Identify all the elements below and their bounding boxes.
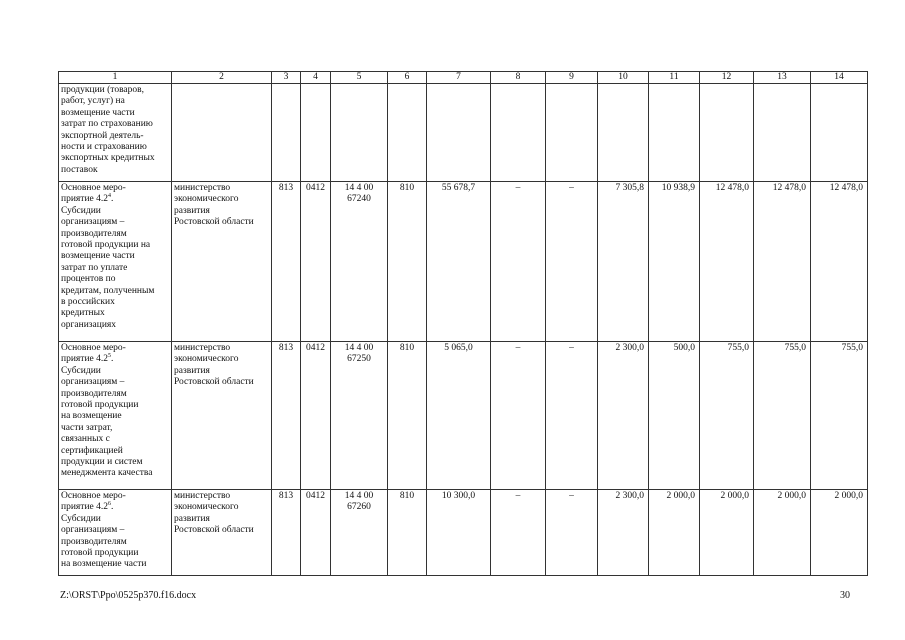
column-header: 7 <box>427 72 491 84</box>
cell: 2 000,0 <box>811 490 868 576</box>
cell: 10 938,9 <box>649 182 700 342</box>
footnote-mark: 6 <box>108 501 111 508</box>
cell: 755,0 <box>811 342 868 490</box>
activity-name: Основное меро- приятие $4.2^5$. Субсидии организациям – производителям готовой продукции на возмещение части затрат, связанных с сертификацией продукции и систем менеджмента качества <box>59 342 172 490</box>
cell: 14 4 00 67240 <box>331 182 388 342</box>
executor: министерство экономического развития Ростовской области <box>172 490 272 576</box>
cell: 2 300,0 <box>598 490 649 576</box>
cell: – <box>546 490 598 576</box>
cell: 810 <box>388 490 427 576</box>
cell: 2 300,0 <box>598 342 649 490</box>
column-header: 1 <box>59 72 172 84</box>
cell: 755,0 <box>700 342 754 490</box>
cell: 755,0 <box>754 342 811 490</box>
column-header: 10 <box>598 72 649 84</box>
cell: 813 <box>272 342 301 490</box>
cell: 12 478,0 <box>811 182 868 342</box>
cell: 500,0 <box>649 342 700 490</box>
column-header: 4 <box>301 72 331 84</box>
cell: 0412 <box>301 342 331 490</box>
column-header: 13 <box>754 72 811 84</box>
cell: 5 065,0 <box>427 342 491 490</box>
budget-table <box>58 71 868 576</box>
page-number: 30 <box>840 590 850 601</box>
column-header: 8 <box>491 72 546 84</box>
cell: – <box>546 342 598 490</box>
activity-name: Основное меро- приятие $4.2^6$. Субсидии организациям – производителям готовой продукции на возмещение части <box>59 490 172 576</box>
activity-name: Основное меро- приятие $4.2^4$. Субсидии организациям – производителям готовой продукции на возмещение части затрат по уплате процентов по кредитам, полученным в российских кредитных организациях <box>59 182 172 342</box>
column-header: 5 <box>331 72 388 84</box>
cell: – <box>491 490 546 576</box>
table-row <box>59 182 868 342</box>
cell: 55 678,7 <box>427 182 491 342</box>
cell: 14 4 00 67250 <box>331 342 388 490</box>
cell: 2 000,0 <box>754 490 811 576</box>
cell: 0412 <box>301 490 331 576</box>
column-header: 12 <box>700 72 754 84</box>
column-number-row <box>59 72 868 84</box>
cell: 0412 <box>301 182 331 342</box>
executor: министерство экономического развития Ростовской области <box>172 342 272 490</box>
cell: – <box>546 182 598 342</box>
footer-file-path: Z:\ORST\Ppo\0525p370.f16.docx <box>60 590 197 601</box>
cell: 10 300,0 <box>427 490 491 576</box>
cell: 810 <box>388 342 427 490</box>
footnote-mark: 5 <box>108 353 111 360</box>
column-header: 3 <box>272 72 301 84</box>
cell: 2 000,0 <box>649 490 700 576</box>
cell: 2 000,0 <box>700 490 754 576</box>
cell: – <box>491 182 546 342</box>
column-header: 14 <box>811 72 868 84</box>
column-header: 9 <box>546 72 598 84</box>
column-header: 11 <box>649 72 700 84</box>
continuation-text: продукции (товаров, работ, услуг) на возмещение части затрат по страхованию экспортной деятель- ности и страхованию экспортных кредитных поставок <box>59 84 172 182</box>
executor: министерство экономического развития Ростовской области <box>172 182 272 342</box>
cell: 813 <box>272 490 301 576</box>
table-row <box>59 342 868 490</box>
cell: 14 4 00 67260 <box>331 490 388 576</box>
cell: 12 478,0 <box>754 182 811 342</box>
footnote-mark: 4 <box>108 193 111 200</box>
cell: 813 <box>272 182 301 342</box>
cell: 12 478,0 <box>700 182 754 342</box>
continuation-row <box>59 84 868 182</box>
column-header: 2 <box>172 72 272 84</box>
cell: 810 <box>388 182 427 342</box>
table-row <box>59 490 868 576</box>
cell: 7 305,8 <box>598 182 649 342</box>
cell: – <box>491 342 546 490</box>
column-header: 6 <box>388 72 427 84</box>
